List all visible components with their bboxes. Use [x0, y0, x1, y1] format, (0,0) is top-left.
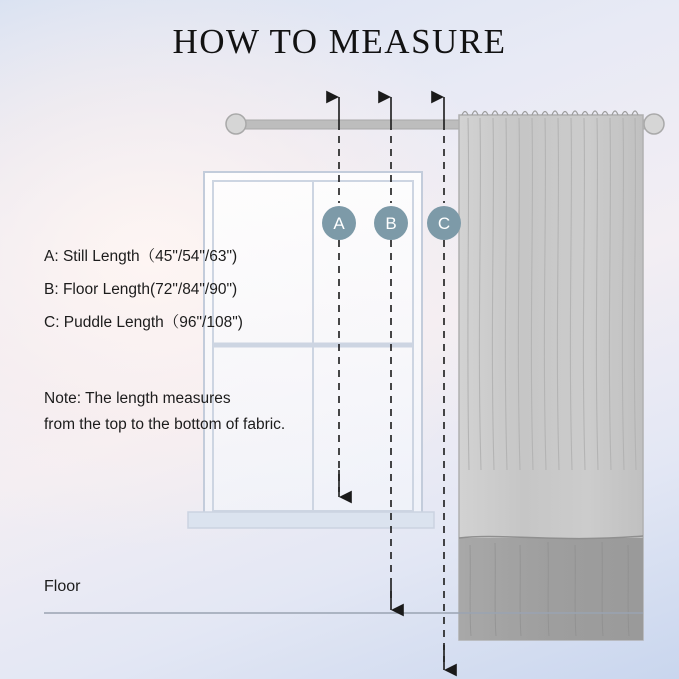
marker-label-b: B: [385, 214, 397, 233]
legend-item-b: B: Floor Length(72"/84"/90"): [44, 281, 238, 298]
note-block: [44, 386, 344, 438]
marker-label-a: A: [333, 214, 345, 233]
floor-label: Floor: [44, 578, 81, 595]
page-title: HOW TO MEASURE: [172, 22, 507, 61]
curtain-panel: [459, 111, 643, 640]
legend: [44, 240, 334, 339]
marker-badge-a: [322, 206, 356, 240]
marker-badge-c: [427, 206, 461, 240]
legend-item-c: C: Puddle Length（96"/108"): [44, 314, 243, 331]
marker-label-c: C: [437, 214, 451, 233]
note-line-2: from the top to the bottom of fabric.: [44, 416, 286, 433]
legend-item-a: A: Still Length（45"/54"/63"): [44, 248, 238, 265]
marker-badge-b: [374, 206, 408, 240]
note-line-1: Note: The length measures: [44, 390, 231, 407]
